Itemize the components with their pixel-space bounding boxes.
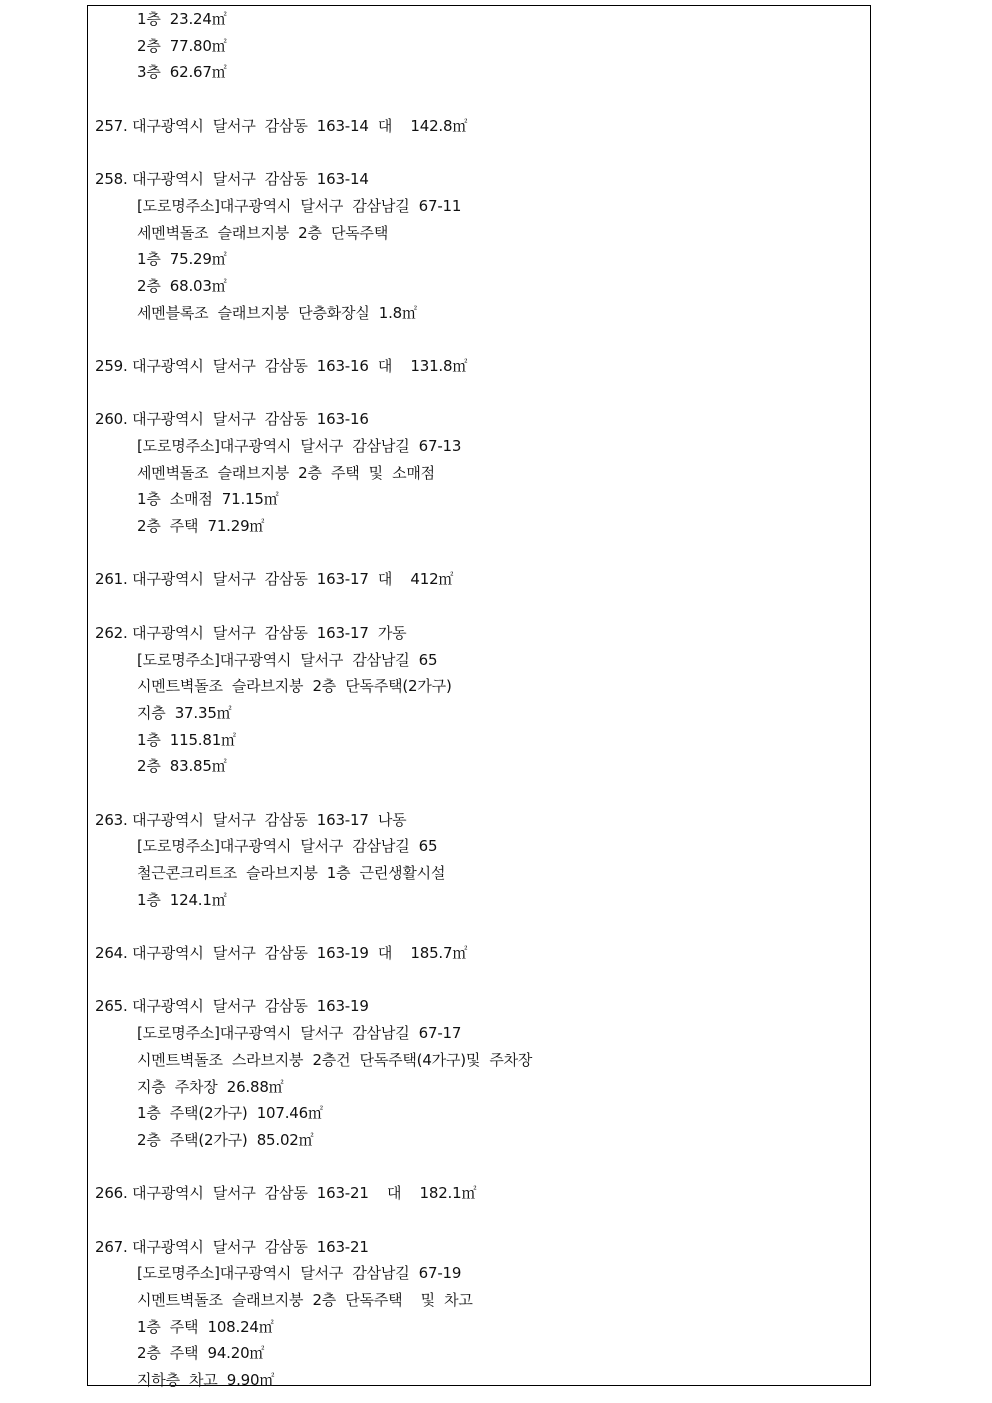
blank-line: [95, 1154, 865, 1181]
detail-line: 2층 주택 71.29㎡: [137, 517, 265, 536]
property-list: [95, 6, 865, 1394]
detail-line: [도로명주소]대구광역시 달서구 감삼남길 67-19: [137, 1264, 462, 1283]
blank-line: [95, 1207, 865, 1234]
detail-line: 2층 68.03㎡: [137, 276, 227, 295]
detail-line: 1층 주택 108.24㎡: [137, 1317, 274, 1336]
detail-line: 1층 115.81㎡: [137, 730, 236, 749]
blank-line: [95, 540, 865, 567]
blank-line: [95, 913, 865, 940]
entry-line: 257. 대구광역시 달서구 감삼동 163-14 대 142.8㎡: [95, 116, 468, 135]
detail-line: 시멘트벽돌조 슬래브지붕 2층 단독주택 및 차고: [137, 1291, 473, 1309]
detail-line: 1층 75.29㎡: [137, 250, 227, 269]
detail-line: 세멘벽돌조 슬래브지붕 2층 주택 및 소매점: [137, 463, 435, 482]
detail-line: [도로명주소]대구광역시 달서구 감삼남길 67-13: [137, 437, 462, 455]
entry-line: 266. 대구광역시 달서구 감삼동 163-21 대 182.1㎡: [95, 1184, 477, 1203]
detail-line: 시멘트벽돌조 슬라브지붕 2층 단독주택(2가구): [137, 677, 452, 696]
detail-line: 1층 소매점 71.15㎡: [137, 490, 279, 509]
detail-line: 철근콘크리트조 슬라브지붕 1층 근린생활시설: [137, 864, 446, 882]
entry-line: 261. 대구광역시 달서구 감삼동 163-17 대 412㎡: [95, 570, 454, 589]
entry-line: 264. 대구광역시 달서구 감삼동 163-19 대 185.7㎡: [95, 944, 468, 963]
detail-line: [도로명주소]대구광역시 달서구 감삼남길 65: [137, 650, 438, 669]
blank-line: [95, 967, 865, 994]
detail-line: 2층 주택(2가구) 85.02㎡: [137, 1130, 314, 1149]
detail-line: 2층 주택 94.20㎡: [137, 1344, 265, 1363]
blank-line: [95, 780, 865, 807]
detail-line: [도로명주소]대구광역시 달서구 감삼남길 67-11: [137, 196, 462, 215]
blank-line: [95, 86, 865, 113]
detail-line: [도로명주소]대구광역시 달서구 감삼남길 65: [137, 837, 438, 856]
entry-line: 267. 대구광역시 달서구 감삼동 163-21: [95, 1237, 369, 1256]
entry-line: 259. 대구광역시 달서구 감삼동 163-16 대 131.8㎡: [95, 356, 468, 375]
entry-line: 260. 대구광역시 달서구 감삼동 163-16: [95, 410, 369, 429]
detail-line: [도로명주소]대구광역시 달서구 감삼남길 67-17: [137, 1024, 462, 1043]
detail-line: 시멘트벽돌조 스라브지붕 2층건 단독주택(4가구)및 주차장: [137, 1050, 533, 1069]
detail-line: 2층 83.85㎡: [137, 757, 227, 776]
detail-line: 세멘벽돌조 슬래브지붕 2층 단독주택: [137, 223, 389, 242]
detail-line: 지층 37.35㎡: [137, 703, 232, 722]
entry-line: 258. 대구광역시 달서구 감삼동 163-14: [95, 170, 369, 189]
entry-line: 265. 대구광역시 달서구 감삼동 163-19: [95, 997, 369, 1016]
blank-line: [95, 139, 865, 166]
detail-line: 지층 주차장 26.88㎡: [137, 1077, 284, 1096]
detail-line: 1층 124.1㎡: [137, 890, 227, 909]
detail-line: 2층 77.80㎡: [137, 36, 227, 55]
entry-line: 262. 대구광역시 달서구 감삼동 163-17 가동: [95, 623, 407, 642]
detail-line: 세멘블록조 슬래브지붕 단층화장실 1.8㎡: [137, 303, 417, 322]
blank-line: [95, 380, 865, 407]
detail-line: 3층 62.67㎡: [137, 63, 227, 82]
entry-line: 263. 대구광역시 달서구 감삼동 163-17 나동: [95, 810, 407, 829]
detail-line: 1층 23.24㎡: [137, 10, 227, 28]
blank-line: [95, 326, 865, 353]
detail-line: 1층 주택(2가구) 107.46㎡: [137, 1104, 323, 1123]
detail-line: 지하층 차고 9.90㎡: [137, 1371, 275, 1390]
blank-line: [95, 593, 865, 620]
